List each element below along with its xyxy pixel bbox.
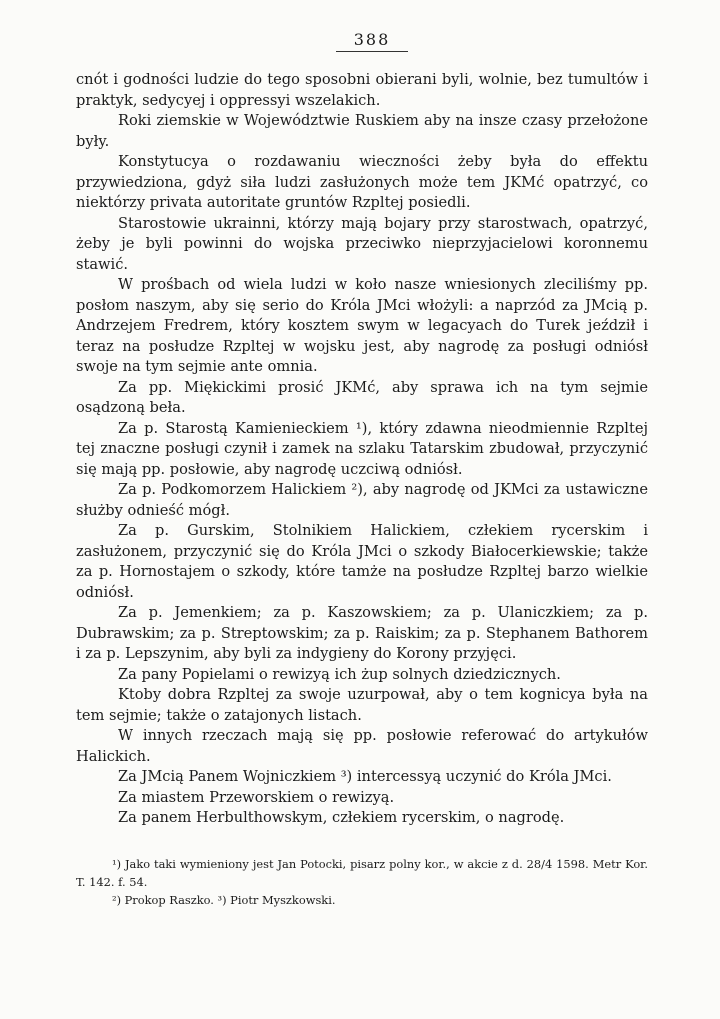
paragraph: Za pany Popielami o rewizyą ich żup solnych dziedzicznych. <box>118 665 561 683</box>
paragraph: Za p. Starostą Kamienieckiem ¹), który zdawna nieodmiennie Rzpltej tej znaczne posługi czynił i zamek na szlaku Tatarskim zbudował, przyczynić się mają pp. posłowie, aby nagrodę uczciwą odniósł. <box>76 419 648 478</box>
paragraph: Za JMcią Panem Wojniczkiem ³) intercessyą uczynić do Króla JMci. <box>118 768 612 785</box>
paragraph: Za p. Jemenkiem; za p. Kaszowskiem; za p. Ulaniczkiem; za p. Dubrawskim; za p. Streptowskim; za p. Raiskim; za p. Stephanem Bathorem i za p. Lepszynim, aby byli za indygieny do Korony przyjęci. <box>76 604 648 662</box>
footnote: ²) Prokop Raszko. ³) Piotr Myszkowski. <box>112 892 336 907</box>
page-header <box>76 30 648 60</box>
paragraph: Za p. Podkomorzem Halickiem ²), aby nagrodę od JKMci za ustawiczne służby odnieść mógł. <box>76 481 648 519</box>
paragraph: Za miastem Przeworskiem o rewizyą. <box>118 788 395 806</box>
page-number: 388 <box>336 30 408 52</box>
paragraph: Roki ziemskie w Województwie Ruskiem aby na insze czasy przełożone były. <box>76 112 648 150</box>
body-text <box>76 70 648 829</box>
footnote: ¹) Jako taki wymieniony jest Jan Potocki, pisarz polny kor., w akcie z d. 28/4 1598. Metr Kor. T. 142. f. 54. <box>76 856 648 889</box>
paragraph: Konstytucya o rozdawaniu wieczności żeby była do effektu przywiedziona, gdyż siła ludzi zasłużonych może tem JKMć opatrzyć, co niektórzy privata autoritate gruntów Rzpltej posiedli. <box>76 153 648 211</box>
footnotes <box>76 855 648 909</box>
paragraph: W prośbach od wiela ludzi w koło nasze wniesionych zleciliśmy pp. posłom naszym, aby się serio do Króla JMci włożyli: a naprzód za JMcią p. Andrzejem Fredrem, który kosztem swym w legacyach do Turek jeździł i teraz na posłudze Rzpltej w wojsku jest, aby nagrodę za posługi odniósł swoje na tym sejmie ante omnia. <box>76 276 648 375</box>
paragraph: Za panem Herbulthowskym, człekiem rycerskim, o nagrodę. <box>118 809 565 826</box>
paragraph: Za p. Gurskim, Stolnikiem Halickiem, człekiem rycerskim i zasłużonem, przyczynić się do Króla JMci o szkody Białocerkiewskie; także za p. Hornostajem o szkody, które tamże na posłudze Rzpltej barzo wielkie odniósł. <box>76 522 648 601</box>
paragraph: W innych rzeczach mają się pp. posłowie referować do artykułów Halickich. <box>76 727 648 765</box>
paragraph: Za pp. Miękickimi prosić JKMć, aby sprawa ich na tym sejmie osądzoną beła. <box>76 378 648 416</box>
paragraph: cnót i godności ludzie do tego sposobni obierani byli, wolnie, bez tumultów i praktyk, sedycyej i oppressyi wszelakich. <box>76 71 648 109</box>
paragraph: Ktoby dobra Rzpltej za swoje uzurpował, aby o tem kognicya była na tem sejmie; także o zatajonych listach. <box>76 686 648 724</box>
document-page <box>76 30 648 909</box>
paragraph: Starostowie ukrainni, którzy mają bojary przy starostwach, opatrzyć, żeby je byli powinni do wojska przeciwko nieprzyjacielowi koronnemu stawić. <box>76 214 648 273</box>
